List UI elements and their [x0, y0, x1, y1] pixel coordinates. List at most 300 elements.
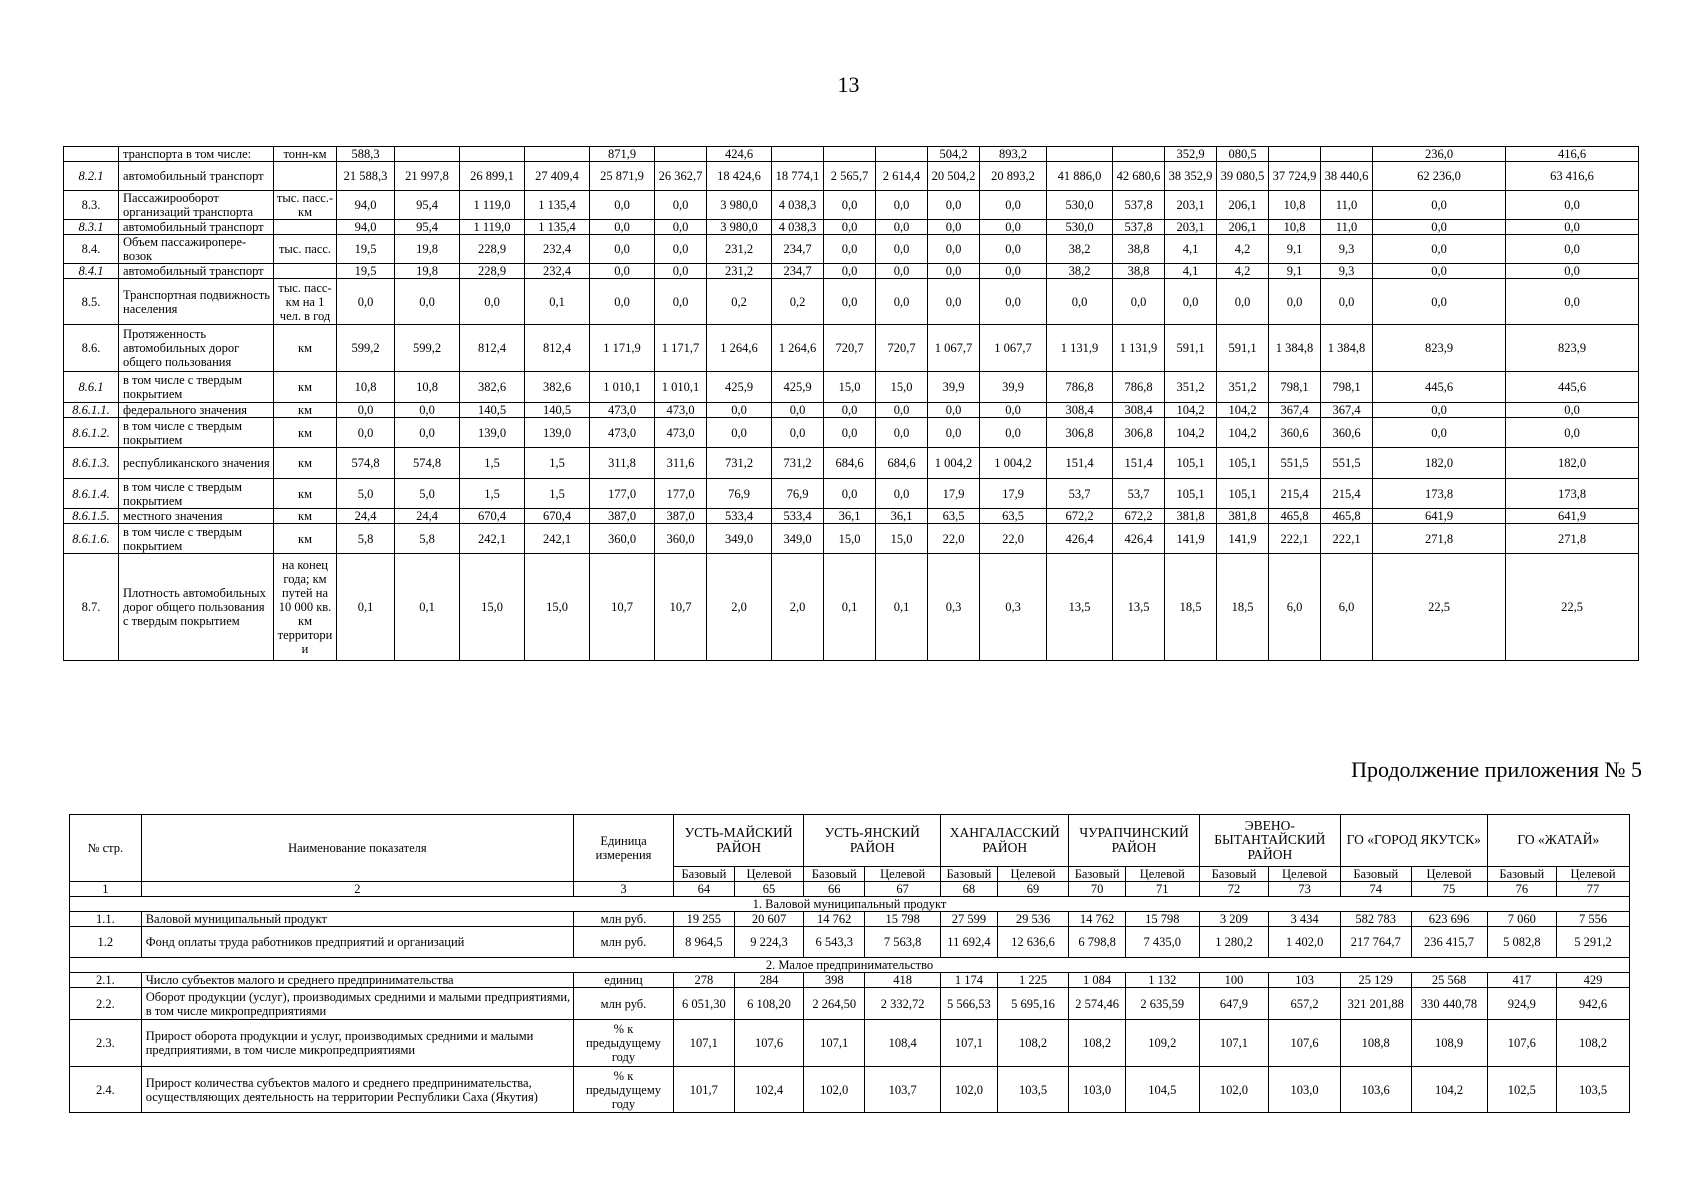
value-cell: 1 264,6: [707, 325, 772, 372]
value-cell: 18,5: [1165, 554, 1217, 661]
value-cell: 0,1: [337, 554, 395, 661]
value-cell: 533,4: [772, 509, 824, 524]
value-cell: 1 280,2: [1199, 927, 1269, 958]
value-cell: 107,1: [1199, 1020, 1269, 1067]
indicator-name: Фонд оплаты труда работников предприятий и организаций: [141, 927, 573, 958]
unit-cell: км: [274, 325, 337, 372]
value-cell: 0,0: [824, 479, 876, 509]
value-cell: 537,8: [1113, 220, 1165, 235]
value-cell: 812,4: [525, 325, 590, 372]
value-cell: 7 556: [1557, 912, 1630, 927]
value-cell: 15,0: [460, 554, 525, 661]
value-cell: 1 004,2: [980, 448, 1047, 479]
value-cell: 19,8: [395, 264, 460, 279]
value-cell: [655, 147, 707, 162]
unit-cell: км: [274, 448, 337, 479]
value-cell: 0,0: [655, 264, 707, 279]
region-header: ЧУРАПЧИНСКИЙ РАЙОН: [1069, 815, 1199, 867]
value-cell: 109,2: [1125, 1020, 1199, 1067]
column-header-name: Наименование показателя: [141, 815, 573, 882]
value-cell: [1113, 147, 1165, 162]
value-cell: 22,5: [1373, 554, 1506, 661]
value-cell: 215,4: [1321, 479, 1373, 509]
value-cell: 151,4: [1047, 448, 1113, 479]
unit-cell: [274, 264, 337, 279]
unit-cell: км: [274, 418, 337, 448]
value-cell: 2,0: [772, 554, 824, 661]
value-cell: 107,6: [1269, 1020, 1341, 1067]
value-cell: 311,8: [590, 448, 655, 479]
value-cell: 103,0: [1269, 1067, 1341, 1113]
table-row: [70, 912, 1630, 927]
row-number: 8.6.: [64, 325, 119, 372]
section-row: [70, 958, 1630, 973]
value-cell: 0,0: [337, 418, 395, 448]
value-cell: 231,2: [707, 235, 772, 264]
value-cell: 242,1: [460, 524, 525, 554]
value-cell: 429: [1557, 973, 1630, 988]
value-cell: 105,1: [1165, 479, 1217, 509]
value-cell: 445,6: [1506, 372, 1639, 403]
value-cell: 599,2: [395, 325, 460, 372]
row-number: 8.4.1: [64, 264, 119, 279]
value-cell: 38,8: [1113, 235, 1165, 264]
indicator-name: Валовой муниципальный продукт: [141, 912, 573, 927]
value-cell: 942,6: [1557, 988, 1630, 1020]
value-cell: 1,5: [460, 448, 525, 479]
table-row: [70, 988, 1630, 1020]
value-cell: 0,0: [876, 479, 928, 509]
column-number: 71: [1125, 882, 1199, 897]
value-cell: 177,0: [655, 479, 707, 509]
value-cell: 0,0: [655, 220, 707, 235]
value-cell: 0,0: [824, 279, 876, 325]
unit-cell: млн руб.: [574, 912, 674, 927]
table-row: [64, 325, 1639, 372]
value-cell: 0,0: [876, 220, 928, 235]
row-number: [64, 147, 119, 162]
value-cell: 381,8: [1165, 509, 1217, 524]
row-number: 8.6.1.3.: [64, 448, 119, 479]
indicator-name: автомобильный транспорт: [119, 264, 274, 279]
column-number: 67: [865, 882, 941, 897]
value-cell: 102,0: [804, 1067, 865, 1113]
table-row: [64, 372, 1639, 403]
value-cell: 1 131,9: [1113, 325, 1165, 372]
value-cell: 39,9: [928, 372, 980, 403]
value-cell: 306,8: [1113, 418, 1165, 448]
target-year-header: Целевой: [734, 867, 804, 882]
value-cell: 591,1: [1165, 325, 1217, 372]
value-cell: 0,0: [980, 279, 1047, 325]
value-cell: 232,4: [525, 264, 590, 279]
value-cell: 1 010,1: [655, 372, 707, 403]
indicator-name: автомобильный транспорт: [119, 220, 274, 235]
value-cell: 657,2: [1269, 988, 1341, 1020]
value-cell: 10,8: [395, 372, 460, 403]
table-row: [64, 524, 1639, 554]
value-cell: 308,4: [1113, 403, 1165, 418]
value-cell: 62 236,0: [1373, 162, 1506, 191]
value-cell: 0,0: [928, 235, 980, 264]
value-cell: 0,0: [655, 279, 707, 325]
value-cell: 10,7: [655, 554, 707, 661]
region-header: ГО «ГОРОД ЯКУТСК»: [1340, 815, 1487, 867]
unit-cell: тыс. пасс.: [274, 235, 337, 264]
value-cell: 0,0: [1373, 235, 1506, 264]
value-cell: 0,0: [1506, 403, 1639, 418]
indicator-name: в том числе с твердым покрытием: [119, 372, 274, 403]
value-cell: 107,1: [804, 1020, 865, 1067]
value-cell: 387,0: [590, 509, 655, 524]
value-cell: 234,7: [772, 235, 824, 264]
value-cell: 641,9: [1506, 509, 1639, 524]
value-cell: 19,5: [337, 235, 395, 264]
value-cell: 206,1: [1217, 191, 1269, 220]
value-cell: 5,0: [395, 479, 460, 509]
value-cell: 5 291,2: [1557, 927, 1630, 958]
table-row: [64, 418, 1639, 448]
transport-indicators-table: [63, 146, 1639, 661]
value-cell: 108,9: [1411, 1020, 1487, 1067]
value-cell: 0,0: [337, 279, 395, 325]
value-cell: 0,0: [928, 191, 980, 220]
value-cell: 582 783: [1340, 912, 1411, 927]
value-cell: 3 434: [1269, 912, 1341, 927]
value-cell: 206,1: [1217, 220, 1269, 235]
value-cell: 41 886,0: [1047, 162, 1113, 191]
value-cell: 537,8: [1113, 191, 1165, 220]
target-year-header: Целевой: [1125, 867, 1199, 882]
value-cell: 24,4: [395, 509, 460, 524]
target-year-header: Целевой: [1411, 867, 1487, 882]
value-cell: 6,0: [1269, 554, 1321, 661]
value-cell: 0,0: [980, 403, 1047, 418]
column-number: 3: [574, 882, 674, 897]
value-cell: 924,9: [1487, 988, 1557, 1020]
value-cell: 351,2: [1217, 372, 1269, 403]
value-cell: 0,0: [980, 418, 1047, 448]
value-cell: 2 332,72: [865, 988, 941, 1020]
value-cell: 1 171,7: [655, 325, 707, 372]
value-cell: 271,8: [1373, 524, 1506, 554]
value-cell: 5,8: [395, 524, 460, 554]
value-cell: 425,9: [707, 372, 772, 403]
indicator-name: в том числе с твердым покрытием: [119, 479, 274, 509]
value-cell: 63 416,6: [1506, 162, 1639, 191]
value-cell: 107,6: [1487, 1020, 1557, 1067]
unit-cell: млн руб.: [574, 988, 674, 1020]
value-cell: 271,8: [1506, 524, 1639, 554]
value-cell: 1 171,9: [590, 325, 655, 372]
value-cell: 21 997,8: [395, 162, 460, 191]
value-cell: 591,1: [1217, 325, 1269, 372]
region-header: ЭВЕНО-БЫТАНТАЙСКИЙ РАЙОН: [1199, 815, 1340, 867]
value-cell: 672,2: [1047, 509, 1113, 524]
column-number: 66: [804, 882, 865, 897]
value-cell: 330 440,78: [1411, 988, 1487, 1020]
table-row: [70, 1067, 1630, 1113]
value-cell: 0,2: [707, 279, 772, 325]
value-cell: 10,8: [1269, 220, 1321, 235]
value-cell: 871,9: [590, 147, 655, 162]
value-cell: 473,0: [655, 403, 707, 418]
value-cell: 2 565,7: [824, 162, 876, 191]
value-cell: 173,8: [1506, 479, 1639, 509]
base-year-header: Базовый: [804, 867, 865, 882]
indicator-name: федерального значения: [119, 403, 274, 418]
value-cell: 53,7: [1047, 479, 1113, 509]
value-cell: 236,0: [1373, 147, 1506, 162]
value-cell: 9,1: [1269, 235, 1321, 264]
value-cell: 63,5: [928, 509, 980, 524]
value-cell: 19 255: [673, 912, 734, 927]
value-cell: 0,0: [928, 220, 980, 235]
value-cell: 9,1: [1269, 264, 1321, 279]
value-cell: 0,0: [1373, 418, 1506, 448]
value-cell: 107,6: [734, 1020, 804, 1067]
unit-cell: % к предыдущему году: [574, 1067, 674, 1113]
column-number: 70: [1069, 882, 1125, 897]
value-cell: 18 774,1: [772, 162, 824, 191]
value-cell: [525, 147, 590, 162]
indicator-name: Объем пассажиропере-возок: [119, 235, 274, 264]
value-cell: 1 067,7: [980, 325, 1047, 372]
value-cell: 0,0: [1217, 279, 1269, 325]
unit-cell: % к предыдущему году: [574, 1020, 674, 1067]
column-number: 1: [70, 882, 142, 897]
value-cell: 360,0: [590, 524, 655, 554]
value-cell: 0,0: [590, 264, 655, 279]
value-cell: 203,1: [1165, 220, 1217, 235]
value-cell: 38,2: [1047, 264, 1113, 279]
value-cell: 5 082,8: [1487, 927, 1557, 958]
value-cell: 0,0: [980, 220, 1047, 235]
value-cell: 11,0: [1321, 220, 1373, 235]
value-cell: 76,9: [707, 479, 772, 509]
value-cell: 15,0: [824, 524, 876, 554]
value-cell: 1 131,9: [1047, 325, 1113, 372]
row-number: 8.6.1.6.: [64, 524, 119, 554]
value-cell: 14 762: [1069, 912, 1125, 927]
value-cell: 217 764,7: [1340, 927, 1411, 958]
value-cell: 0,0: [1165, 279, 1217, 325]
row-number: 2.4.: [70, 1067, 142, 1113]
value-cell: 0,0: [590, 235, 655, 264]
value-cell: 10,8: [1269, 191, 1321, 220]
value-cell: 139,0: [525, 418, 590, 448]
indicator-name: в том числе с твердым покрытием: [119, 524, 274, 554]
value-cell: 0,0: [772, 418, 824, 448]
value-cell: 504,2: [928, 147, 980, 162]
value-cell: 11 692,4: [941, 927, 997, 958]
value-cell: 0,0: [928, 403, 980, 418]
value-cell: 108,8: [1340, 1020, 1411, 1067]
unit-cell: [274, 162, 337, 191]
value-cell: 215,4: [1269, 479, 1321, 509]
value-cell: 2 614,4: [876, 162, 928, 191]
target-year-header: Целевой: [1269, 867, 1341, 882]
value-cell: 684,6: [824, 448, 876, 479]
value-cell: 42 680,6: [1113, 162, 1165, 191]
base-year-header: Базовый: [673, 867, 734, 882]
value-cell: 103,6: [1340, 1067, 1411, 1113]
value-cell: 104,2: [1165, 418, 1217, 448]
value-cell: 95,4: [395, 191, 460, 220]
value-cell: 1 004,2: [928, 448, 980, 479]
row-number: 2.2.: [70, 988, 142, 1020]
value-cell: 1 384,8: [1269, 325, 1321, 372]
indicator-name: местного значения: [119, 509, 274, 524]
value-cell: 11,0: [1321, 191, 1373, 220]
value-cell: 0,0: [1321, 279, 1373, 325]
continuation-caption: Продолжение приложения № 5: [1351, 757, 1642, 782]
value-cell: 278: [673, 973, 734, 988]
value-cell: 893,2: [980, 147, 1047, 162]
value-cell: 107,1: [673, 1020, 734, 1067]
value-cell: 177,0: [590, 479, 655, 509]
value-cell: 1 084: [1069, 973, 1125, 988]
row-number: 8.4.: [64, 235, 119, 264]
value-cell: 38,8: [1113, 264, 1165, 279]
value-cell: 39,9: [980, 372, 1047, 403]
value-cell: 102,0: [941, 1067, 997, 1113]
value-cell: 4,2: [1217, 264, 1269, 279]
value-cell: 530,0: [1047, 220, 1113, 235]
value-cell: 108,2: [1557, 1020, 1630, 1067]
value-cell: 15,0: [876, 372, 928, 403]
value-cell: 2 264,50: [804, 988, 865, 1020]
value-cell: 0,3: [980, 554, 1047, 661]
value-cell: 416,6: [1506, 147, 1639, 162]
value-cell: 0,0: [395, 279, 460, 325]
column-numbers-row: [70, 882, 1630, 897]
value-cell: 108,2: [997, 1020, 1069, 1067]
value-cell: 182,0: [1373, 448, 1506, 479]
value-cell: 1 174: [941, 973, 997, 988]
table-row: [64, 279, 1639, 325]
value-cell: 7 435,0: [1125, 927, 1199, 958]
value-cell: 0,1: [395, 554, 460, 661]
value-cell: 15 798: [1125, 912, 1199, 927]
value-cell: 4 038,3: [772, 220, 824, 235]
value-cell: 103,5: [1557, 1067, 1630, 1113]
value-cell: 6 798,8: [1069, 927, 1125, 958]
unit-cell: км: [274, 479, 337, 509]
value-cell: 36,1: [824, 509, 876, 524]
table-row: [64, 191, 1639, 220]
column-header-unit: Единица измерения: [574, 815, 674, 882]
value-cell: 9 224,3: [734, 927, 804, 958]
section-row: [70, 897, 1630, 912]
value-cell: 103,5: [997, 1067, 1069, 1113]
value-cell: 203,1: [1165, 191, 1217, 220]
row-number: 2.1.: [70, 973, 142, 988]
value-cell: 0,0: [337, 403, 395, 418]
page-number: 13: [837, 72, 860, 97]
value-cell: 0,0: [1047, 279, 1113, 325]
row-number: 2.3.: [70, 1020, 142, 1067]
value-cell: 0,0: [876, 235, 928, 264]
value-cell: 21 588,3: [337, 162, 395, 191]
value-cell: 382,6: [525, 372, 590, 403]
table-row: [64, 162, 1639, 191]
row-number: 8.6.1.2.: [64, 418, 119, 448]
value-cell: 311,6: [655, 448, 707, 479]
value-cell: 39 080,5: [1217, 162, 1269, 191]
value-cell: 0,0: [928, 279, 980, 325]
value-cell: 104,2: [1411, 1067, 1487, 1113]
value-cell: 7 060: [1487, 912, 1557, 927]
value-cell: 18 424,6: [707, 162, 772, 191]
value-cell: 417: [1487, 973, 1557, 988]
value-cell: 360,6: [1269, 418, 1321, 448]
value-cell: 398: [804, 973, 865, 988]
value-cell: 228,9: [460, 235, 525, 264]
value-cell: 20 893,2: [980, 162, 1047, 191]
value-cell: [1321, 147, 1373, 162]
value-cell: 234,7: [772, 264, 824, 279]
indicator-name: транспорта в том числе:: [119, 147, 274, 162]
value-cell: 308,4: [1047, 403, 1113, 418]
indicator-name: Протяженность автомобильных дорог общего пользования: [119, 325, 274, 372]
row-number: 8.5.: [64, 279, 119, 325]
value-cell: 473,0: [590, 418, 655, 448]
value-cell: 103,0: [1069, 1067, 1125, 1113]
row-number: 8.7.: [64, 554, 119, 661]
column-number: 64: [673, 882, 734, 897]
row-number: 8.6.1: [64, 372, 119, 403]
value-cell: 102,0: [1199, 1067, 1269, 1113]
value-cell: 15 798: [865, 912, 941, 927]
value-cell: 38 352,9: [1165, 162, 1217, 191]
value-cell: 641,9: [1373, 509, 1506, 524]
value-cell: 141,9: [1165, 524, 1217, 554]
value-cell: 27 409,4: [525, 162, 590, 191]
table-row: [64, 403, 1639, 418]
value-cell: 623 696: [1411, 912, 1487, 927]
value-cell: 426,4: [1113, 524, 1165, 554]
value-cell: 5 695,16: [997, 988, 1069, 1020]
value-cell: 1 402,0: [1269, 927, 1341, 958]
region-header: ХАНГАЛАССКИЙ РАЙОН: [941, 815, 1069, 867]
value-cell: 9,3: [1321, 264, 1373, 279]
indicator-name: Прирост количества субъектов малого и среднего предпринимательства, осуществляющих деятельность на территории Республики Саха (Якутия): [141, 1067, 573, 1113]
target-year-header: Целевой: [1557, 867, 1630, 882]
value-cell: 670,4: [525, 509, 590, 524]
value-cell: 321 201,88: [1340, 988, 1411, 1020]
indicator-name: Оборот продукции (услуг), производимых средними и малыми предприятиями, в том числе микропредприятиями: [141, 988, 573, 1020]
value-cell: 18,5: [1217, 554, 1269, 661]
value-cell: 7 563,8: [865, 927, 941, 958]
column-header-number: № стр.: [70, 815, 142, 882]
unit-cell: тыс. пасс.-км: [274, 191, 337, 220]
value-cell: 5,8: [337, 524, 395, 554]
value-cell: 182,0: [1506, 448, 1639, 479]
value-cell: 731,2: [772, 448, 824, 479]
indicator-name: Прирост оборота продукции и услуг, производимых средними и малыми предприятиями, в том числе микропредприятиями: [141, 1020, 573, 1067]
section-title: 2. Малое предпринимательство: [70, 958, 1630, 973]
value-cell: 8 964,5: [673, 927, 734, 958]
value-cell: 0,0: [395, 418, 460, 448]
value-cell: 1 119,0: [460, 191, 525, 220]
value-cell: 15,0: [525, 554, 590, 661]
value-cell: 139,0: [460, 418, 525, 448]
value-cell: 786,8: [1047, 372, 1113, 403]
value-cell: 4,1: [1165, 235, 1217, 264]
value-cell: 720,7: [876, 325, 928, 372]
value-cell: 1 067,7: [928, 325, 980, 372]
